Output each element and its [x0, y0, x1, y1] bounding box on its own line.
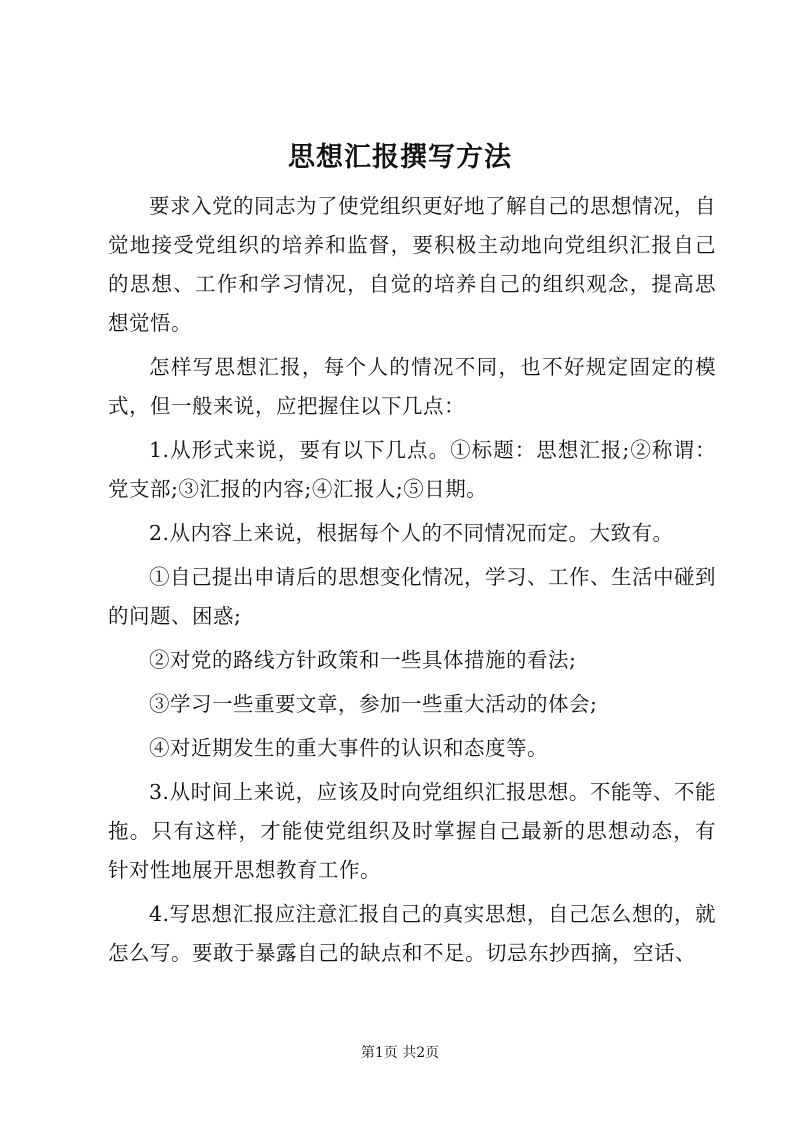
document-title: 思想汇报撰写方法 [288, 142, 512, 173]
paragraph-3: 1.从形式来说，要有以下几点。①标题：思想汇报;②称谓：党支部;③汇报的内容;④汇报人;⑤日期。 [108, 438, 716, 501]
paragraph-5: ①自己提出申请后的思想变化情况，学习、工作、生活中碰到的问题、困惑; [108, 565, 716, 628]
document-body [108, 187, 716, 978]
page-footer: 第1页 共2页 [360, 1045, 440, 1061]
paragraph-9: 3.从时间上来说，应该及时向党组织汇报思想。不能等、不能拖。只有这样，才能使党组织及时掌握自己最新的思想动态，有针对性地展开思想教育工作。 [108, 780, 716, 882]
paragraph-2: 怎样写思想汇报，每个人的情况不同，也不好规定固定的模式，但一般来说，应把握住以下几点： [108, 355, 716, 418]
paragraph-7: ③学习一些重要文章，参加一些重大活动的体会; [149, 692, 598, 716]
paragraph-1: 要求入党的同志为了使党组织更好地了解自己的思想情况，自觉地接受党组织的培养和监督，要积极主动地向党组织汇报自己的思想、工作和学习情况，自觉的培养自己的组织观念，提高思想觉悟。 [108, 194, 716, 335]
paragraph-10: 4.写思想汇报应注意汇报自己的真实思想，自己怎么想的，就怎么写。要敢于暴露自己的缺点和不足。切忌东抄西摘，空话、 [108, 902, 716, 965]
paragraph-6: ②对党的路线方针政策和一些具体措施的看法; [149, 648, 577, 672]
paragraph-8: ④对近期发生的重大事件的认识和态度等。 [149, 736, 548, 760]
paragraph-4: 2.从内容上来说，根据每个人的不同情况而定。大致有。 [149, 521, 674, 545]
